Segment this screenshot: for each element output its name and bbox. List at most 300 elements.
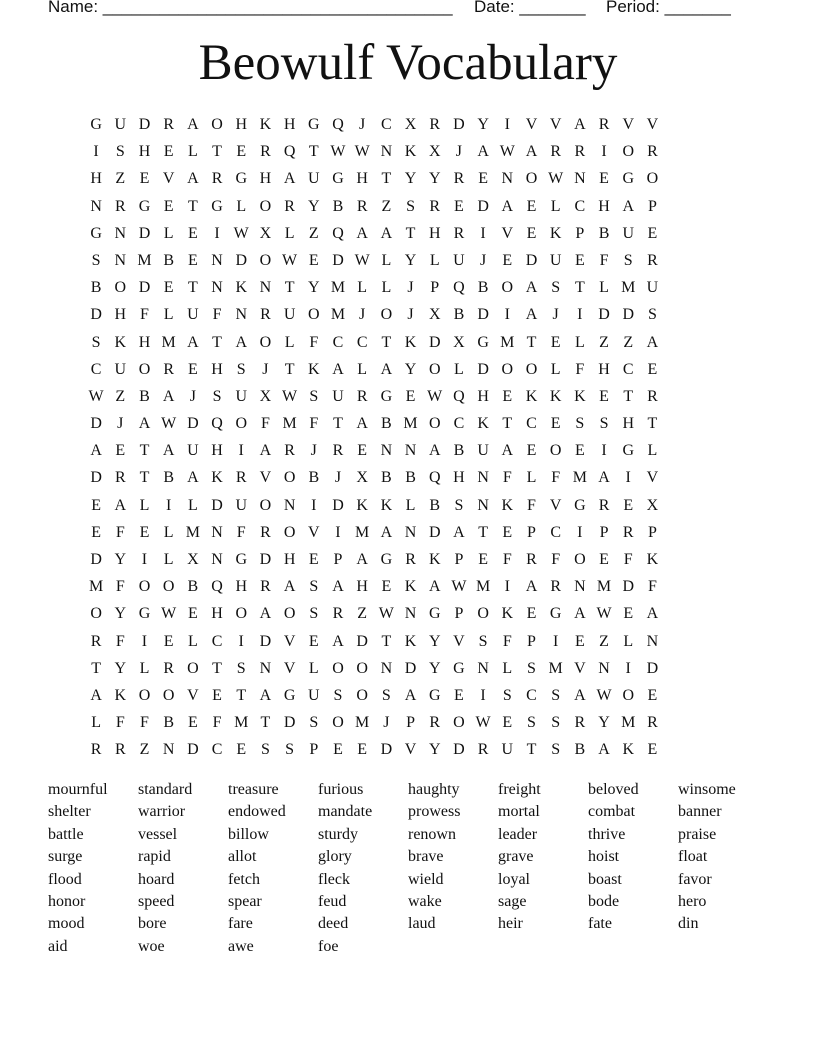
grid-letter: Q [428,469,441,487]
grid-letter: N [211,523,223,541]
grid-letter: I [480,686,486,704]
grid-row [84,492,744,519]
grid-letter: A [501,442,514,460]
grid-letter: F [115,523,125,541]
grid-letter: L [647,442,658,460]
grid-letter: F [551,469,561,487]
word-bank-item: sturdy [318,825,358,843]
grid-letter: H [453,469,465,487]
grid-letter: N [380,442,393,460]
grid-letter: G [453,659,465,677]
word-bank-item: awe [228,937,254,955]
grid-letter: R [526,551,537,568]
grid-letter: R [429,714,441,732]
word-bank-item: fetch [228,870,260,888]
grid-letter: A [356,224,368,242]
grid-letter: R [598,116,610,133]
grid-letter: G [283,686,296,704]
grid-letter: E [526,442,537,460]
grid-letter: X [646,496,659,514]
word-bank-item: mortal [498,803,540,821]
grid-letter: D [259,551,272,568]
grid-letter: R [260,306,271,324]
word-bank-item: float [678,848,708,866]
grid-letter: U [622,224,634,242]
grid-letter: U [646,279,659,297]
grid-letter: R [90,632,102,650]
grid-letter: R [114,197,126,215]
grid-letter: C [356,333,368,351]
grid-letter: V [283,632,296,650]
grid-letter: O [525,170,538,188]
grid-letter: E [357,442,368,460]
grid-letter: R [429,197,441,215]
word-bank-item: billow [228,825,269,843]
grid-letter: D [646,659,659,677]
grid-letter: U [187,442,199,460]
grid-letter: V [646,116,659,133]
grid-letter: F [140,714,149,732]
grid-letter: W [282,387,298,405]
grid-letter: U [501,741,514,759]
grid-letter: H [211,442,223,460]
grid-letter: D [138,116,151,133]
grid-letter: C [550,523,561,541]
grid-letter: W [427,387,443,405]
grid-letter: U [235,387,247,405]
grid-letter: N [477,659,489,677]
grid-letter: A [574,686,586,704]
grid-letter: A [380,224,393,242]
grid-letter: K [525,387,538,405]
grid-letter: F [647,578,657,596]
grid-letter: O [356,659,368,677]
grid-letter: T [308,143,319,161]
grid-letter: E [308,551,319,568]
grid-letter: E [574,442,585,460]
grid-letter: M [185,523,200,541]
word-bank-item: warrior [138,803,186,821]
grid-letter: M [403,415,418,433]
grid-letter: U [453,251,465,269]
grid-letter: E [187,714,198,732]
grid-letter: Y [308,197,320,215]
grid-letter: P [647,197,657,215]
grid-letter: O [646,170,659,188]
word-bank-item: fate [588,915,612,933]
word-bank-item: glory [318,848,352,866]
word-bank-item: speed [138,893,175,910]
grid-letter: H [283,551,296,568]
grid-letter: R [90,741,102,759]
grid-letter: K [114,686,127,704]
date-field-label: Date: _______ [474,0,586,16]
grid-letter: W [499,143,515,161]
grid-letter: I [601,442,607,460]
grid-letter: O [525,360,538,378]
grid-letter: Y [114,659,127,677]
grid-letter: L [502,659,513,677]
grid-letter: Z [357,605,368,623]
grid-letter: E [623,496,634,514]
grid-letter: L [550,360,561,378]
grid-letter: E [454,197,464,215]
grid-letter: Y [598,714,610,732]
grid-letter: E [526,197,537,215]
grid-letter: D [235,251,247,269]
grid-letter: L [163,224,174,242]
grid-letter: P [333,551,343,568]
grid-letter: S [309,714,319,732]
grid-letter: D [477,197,489,215]
grid-letter: A [453,523,465,541]
grid-letter: O [138,578,151,596]
grid-letter: M [330,306,346,324]
grid-letter: C [526,686,537,704]
grid-letter: M [234,714,249,732]
grid-letter: A [114,496,127,514]
grid-letter: O [138,360,151,378]
grid-letter: O [501,279,514,297]
grid-row [84,437,744,464]
grid-letter: T [139,469,150,487]
grid-letter: E [599,387,609,405]
grid-letter: K [356,496,368,514]
grid-letter: T [187,197,198,215]
grid-letter: X [428,143,441,161]
grid-letter: S [236,360,246,378]
grid-letter: E [91,496,101,514]
grid-letter: K [646,551,659,568]
grid-letter: T [284,360,295,378]
grid-letter: R [477,741,489,759]
grid-letter: Z [599,333,609,351]
grid-letter: J [189,387,196,405]
grid-letter: T [187,279,198,297]
grid-letter: Y [428,632,441,650]
grid-letter: O [549,442,562,460]
grid-letter: V [525,116,538,133]
grid-letter: E [187,224,198,242]
grid-letter: I [552,632,559,650]
grid-letter: R [647,251,658,269]
grid-letter: Q [332,224,344,242]
grid-letter: T [405,224,416,242]
grid-letter: K [404,333,417,351]
grid-letter: A [598,741,610,759]
grid-letter: Y [428,170,441,188]
grid-letter: N [574,578,586,596]
grid-letter: D [90,469,102,487]
grid-letter: J [455,143,463,161]
grid-letter: T [284,279,295,297]
grid-letter: S [623,251,633,269]
grid-letter: O [380,306,393,324]
grid-letter: S [285,741,295,759]
word-search-grid [84,111,744,764]
grid-letter: O [235,605,247,623]
grid-letter: D [283,714,296,732]
grid-letter: M [355,523,370,541]
grid-letter: E [454,686,464,704]
word-bank-item: prowess [408,803,461,821]
grid-letter: M [548,659,563,677]
grid-letter: N [477,469,489,487]
grid-letter: K [211,469,223,487]
grid-letter: O [259,251,272,269]
grid-letter: U [308,686,320,704]
grid-row [84,220,744,247]
grid-letter: V [501,224,514,242]
grid-letter: B [429,496,441,514]
grid-letter: R [453,170,465,188]
grid-letter: K [428,551,441,568]
grid-letter: K [501,605,514,623]
grid-letter: W [451,578,467,596]
grid-letter: M [355,714,370,732]
grid-letter: N [380,143,393,161]
grid-letter: R [260,143,271,161]
grid-letter: N [501,170,514,188]
grid-letter: M [596,578,612,596]
grid-letter: C [453,415,465,433]
grid-row [84,682,744,709]
grid-letter: L [357,360,368,378]
grid-letter: S [309,578,319,596]
grid-letter: A [332,578,344,596]
grid-letter: Q [283,143,296,161]
grid-letter: T [381,632,392,650]
grid-letter: R [114,469,126,487]
grid-letter: P [406,714,415,732]
grid-letter: E [163,143,174,161]
grid-letter: R [405,551,416,568]
grid-letter: S [212,387,222,405]
grid-letter: S [599,415,609,433]
grid-letter: G [380,387,393,405]
grid-row [84,546,744,573]
grid-letter: H [598,360,610,378]
grid-letter: E [502,714,513,732]
grid-letter: N [235,306,247,324]
grid-letter: R [235,469,247,487]
grid-letter: O [574,551,586,568]
grid-letter: A [187,469,199,487]
grid-letter: W [354,143,370,161]
grid-letter: E [526,224,537,242]
grid-letter: L [187,496,198,514]
grid-letter: A [90,686,102,704]
grid-letter: D [90,306,102,324]
grid-letter: H [356,578,368,596]
grid-letter: I [504,578,510,596]
grid-letter: O [453,714,465,732]
grid-letter: K [404,632,417,650]
grid-letter: H [235,578,247,596]
grid-letter: F [551,551,561,568]
grid-letter: Y [404,170,417,188]
grid-letter: R [647,387,658,405]
grid-letter: P [430,279,440,297]
grid-letter: B [139,387,150,405]
grid-letter: D [332,251,344,269]
grid-letter: T [623,387,634,405]
grid-letter: A [574,605,586,623]
grid-letter: C [211,632,223,650]
grid-letter: O [259,197,272,215]
grid-letter: Z [308,224,319,242]
grid-letter: C [574,197,586,215]
grid-letter: W [282,251,298,269]
grid-letter: K [404,578,417,596]
grid-letter: N [574,170,586,188]
grid-letter: A [187,333,199,351]
grid-letter: I [141,632,148,650]
grid-letter: Q [453,387,465,405]
grid-letter: G [235,551,247,568]
grid-letter: X [356,469,368,487]
grid-letter: R [429,116,441,133]
grid-letter: P [647,523,657,541]
grid-letter: B [163,251,174,269]
grid-letter: E [647,741,658,759]
grid-letter: R [163,360,174,378]
grid-letter: V [622,116,634,133]
grid-letter: J [359,116,366,133]
grid-letter: E [333,741,343,759]
grid-letter: T [574,279,585,297]
grid-letter: S [381,686,391,704]
grid-letter: H [259,170,272,188]
grid-letter: E [381,578,392,596]
grid-letter: N [477,496,489,514]
grid-letter: A [283,578,296,596]
grid-letter: N [259,279,272,297]
grid-letter: L [308,659,319,677]
grid-row [84,519,744,546]
grid-letter: A [501,197,514,215]
grid-letter: V [283,659,296,677]
grid-letter: Z [115,170,126,188]
grid-letter: W [161,605,177,623]
grid-letter: F [502,551,512,568]
grid-letter: R [574,143,586,161]
grid-letter: U [283,306,296,324]
word-bank-item: bode [588,893,620,910]
grid-letter: G [138,605,151,623]
grid-letter: R [647,714,658,732]
grid-letter: A [646,333,659,351]
grid-letter: K [501,496,514,514]
student-info-header [48,0,768,19]
grid-letter: H [428,224,441,242]
grid-letter: S [333,686,343,704]
grid-letter: Y [404,251,417,269]
grid-letter: H [138,333,151,351]
grid-letter: Y [114,605,127,623]
word-bank-item: sage [498,893,527,910]
name-field-label: Name: _____________________________________ [48,0,453,16]
grid-letter: N [211,251,223,269]
grid-letter: L [139,496,150,514]
grid-letter: A [356,551,368,568]
grid-letter: M [621,279,636,297]
grid-letter: O [283,523,296,541]
word-bank-item: flood [48,870,82,888]
grid-letter: R [598,496,610,514]
grid-letter: A [380,523,393,541]
grid-row [84,410,744,437]
grid-letter: X [404,116,417,133]
grid-letter: M [88,578,104,596]
grid-letter: I [238,442,244,460]
grid-letter: E [139,170,150,188]
grid-letter: A [598,469,610,487]
grid-letter: R [356,387,368,405]
grid-letter: Y [114,551,127,568]
grid-letter: G [549,605,562,623]
grid-letter: T [381,170,392,188]
grid-row [84,138,744,165]
grid-letter: R [453,224,465,242]
grid-letter: N [114,251,127,269]
grid-letter: F [236,523,246,541]
grid-letter: S [309,387,319,405]
grid-letter: L [187,143,198,161]
grid-letter: D [211,496,223,514]
grid-letter: G [308,116,320,133]
grid-letter: O [162,686,175,704]
grid-letter: I [504,306,510,324]
word-bank-item: mandate [318,803,373,821]
grid-letter: C [332,333,344,351]
grid-letter: D [356,632,368,650]
grid-letter: N [404,523,417,541]
grid-letter: J [383,714,390,732]
grid-letter: T [526,333,537,351]
grid-letter: M [137,251,152,269]
grid-letter: O [259,496,272,514]
grid-letter: N [404,605,417,623]
grid-letter: V [162,170,175,188]
word-bank-item: wield [408,870,444,888]
grid-letter: D [428,333,441,351]
grid-letter: D [138,224,151,242]
grid-letter: B [598,224,610,242]
grid-letter: F [140,306,149,324]
grid-letter: A [380,360,393,378]
grid-letter: I [480,224,486,242]
grid-letter: S [527,714,536,732]
grid-letter: F [309,415,319,433]
word-bank-item: furious [318,781,364,798]
grid-letter: H [90,170,102,188]
grid-row [84,111,744,138]
grid-letter: A [332,632,344,650]
grid-letter: W [233,224,249,242]
word-bank-item: combat [588,803,636,821]
grid-letter: O [356,686,368,704]
grid-letter: U [308,170,320,188]
grid-letter: D [259,632,272,650]
grid-letter: L [284,333,295,351]
grid-letter: X [187,551,199,568]
grid-letter: G [574,496,586,514]
grid-letter: L [526,469,537,487]
grid-row [84,709,744,736]
grid-letter: S [527,659,536,677]
grid-letter: P [527,523,536,541]
